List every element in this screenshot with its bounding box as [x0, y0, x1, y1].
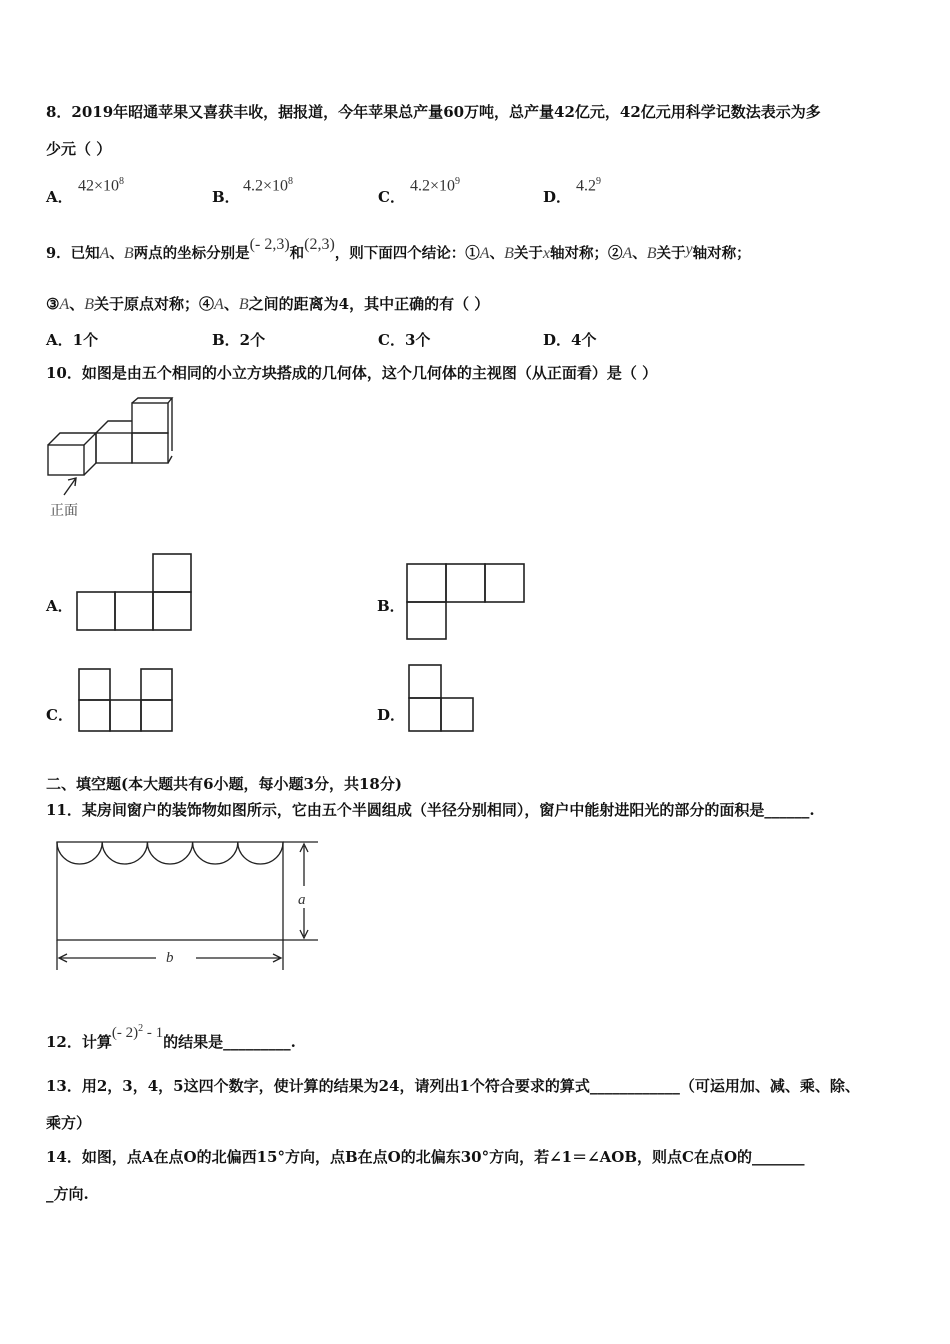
q10-front-label: 正面 — [50, 503, 78, 519]
q10-text: 10．如图是由五个相同的小立方块搭成的几何体，这个几何体的主视图（从正面看）是（ ） — [46, 364, 658, 382]
q10-option-d-label: D． — [377, 706, 406, 724]
q10-solid-figure — [44, 398, 179, 523]
q8-option-c-value: $4.2\times 10^9$ — [410, 176, 461, 195]
q11-window-figure — [52, 838, 327, 976]
q9-line2: ③A、B关于原点对称；④A、B之间的距离为4，其中正确的有（ ） — [46, 295, 490, 313]
q8-option-a-label: A． — [46, 188, 73, 206]
q10-option-a-figure — [76, 553, 194, 633]
q13-line1: 13．用2，3，4，5这四个数字，使计算的结果为24，请列出1个符合要求的算式____________（可运用加、减、乘、除、 — [46, 1077, 860, 1095]
q12-line: 12．计算(- 2)$^2$ - 1的结果是_________. — [46, 1023, 296, 1051]
q11-label-a: a — [298, 892, 306, 908]
section-2-heading: 二、填空题(本大题共有6小题，每小题3分，共18分) — [46, 775, 402, 793]
q8-line2: 少元（ ） — [46, 140, 112, 158]
q8-option-d-label: D． — [543, 188, 572, 206]
q10-option-b-label: B． — [377, 597, 405, 615]
q10-option-c-label: C． — [46, 706, 73, 724]
q8-option-b-label: B． — [212, 188, 240, 206]
q9-option-d: D．4个 — [543, 331, 597, 349]
q8-option-d-value: $4.2^9$ — [576, 176, 601, 195]
q10-option-b-figure — [406, 563, 528, 641]
q14-line1: 14．如图，点A在点O的北偏西15°方向，点B在点O的北偏东30°方向，若∠1＝∠AOB，则点C在点O的_______ — [46, 1148, 805, 1166]
q9-option-a: A．1个 — [46, 331, 99, 349]
q11-text: 11．某房间窗户的装饰物如图所示，它由五个半圆组成（半径分别相同），窗户中能射进阳光的部分的面积是______. — [46, 801, 815, 819]
q8-option-a-value: $42\times 10^8$ — [78, 176, 125, 195]
q11-label-b: b — [166, 950, 174, 966]
q10-option-a-label: A． — [46, 597, 73, 615]
q9-option-b: B．2个 — [212, 331, 266, 349]
q8-option-c-label: C． — [378, 188, 405, 206]
q8-line1: 8．2019年昭通苹果又喜获丰收，据报道，今年苹果总产量60万吨，总产量42亿元，42亿元用科学记数法表示为多 — [46, 103, 821, 121]
q14-line2: _方向. — [46, 1185, 89, 1203]
q10-option-d-figure — [408, 664, 478, 734]
q9-line1: 9．已知A、B两点的坐标分别是(- 2,3)和(2,3)，则下面四个结论：①A、B关于x轴对称；②A、B关于y轴对称； — [46, 236, 751, 262]
q9-option-c: C．3个 — [378, 331, 431, 349]
q10-option-c-figure — [78, 668, 176, 734]
q13-line2: 乘方） — [46, 1114, 92, 1132]
q8-option-b-value: $4.2\times 10^8$ — [243, 176, 294, 195]
